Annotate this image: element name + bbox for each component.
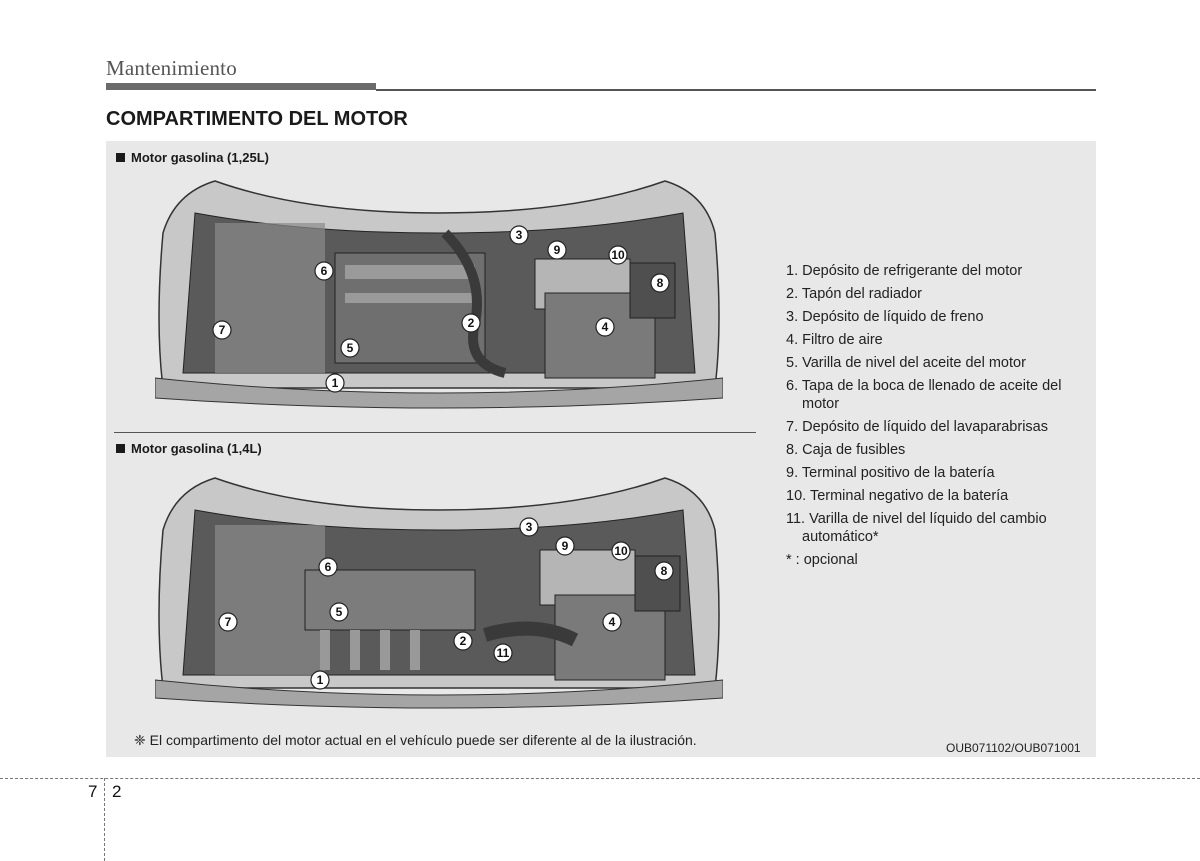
- legend-item: 8. Caja de fusibles: [786, 442, 906, 458]
- callout-marker: [219, 613, 237, 631]
- page-heading: COMPARTIMENTO DEL MOTOR: [106, 108, 408, 130]
- callout-marker: [603, 613, 621, 631]
- callout-marker: [556, 537, 574, 555]
- callout-marker: [494, 644, 512, 662]
- parts-legend: [786, 262, 1086, 574]
- figure-label-text-1: Motor gasolina (1,25L): [131, 150, 269, 165]
- svg-text:2: 2: [459, 634, 467, 648]
- callout-marker: [454, 632, 472, 650]
- callout-marker: [655, 562, 673, 580]
- callout-marker: [330, 603, 348, 621]
- callout-marker: [510, 226, 528, 244]
- legend-item: 1. Depósito de refrigerante del motor: [786, 263, 1023, 279]
- callout-marker: [651, 274, 669, 292]
- svg-text:1: 1: [331, 376, 339, 390]
- square-bullet-icon: [116, 444, 125, 453]
- figure-label-2: [116, 441, 262, 456]
- optional-note: * : opcional: [786, 552, 858, 568]
- svg-text:3: 3: [515, 228, 523, 242]
- callout-marker: [548, 241, 566, 259]
- callout-marker: [341, 339, 359, 357]
- svg-text:6: 6: [320, 264, 328, 278]
- legend-item: 6. Tapa de la boca de llenado de aceite del motor: [786, 378, 1062, 412]
- callout-marker: [213, 321, 231, 339]
- callout-marker: [612, 542, 630, 560]
- engine-illustration-1: [155, 173, 723, 413]
- svg-text:6: 6: [324, 560, 332, 574]
- svg-text:3: 3: [525, 520, 533, 534]
- svg-text:8: 8: [660, 564, 668, 578]
- svg-text:10: 10: [611, 248, 625, 262]
- header-rule-thin: [376, 89, 1096, 91]
- svg-text:2: 2: [467, 316, 475, 330]
- image-code: OUB071102/OUB071001: [946, 741, 1081, 755]
- footer-dashed-separator: [104, 778, 105, 861]
- callout-marker: [319, 558, 337, 576]
- callout-marker: [520, 518, 538, 536]
- illustration-footnote: ❈ El compartimento del motor actual en el vehículo puede ser diferente al de la ilustración.: [134, 732, 697, 748]
- square-bullet-icon: [116, 153, 125, 162]
- svg-text:11: 11: [496, 646, 510, 660]
- header-rule-thick: [106, 83, 376, 90]
- callout-marker: [315, 262, 333, 280]
- callout-marker: [326, 374, 344, 392]
- footer-dashed-rule: [0, 778, 1200, 779]
- svg-text:4: 4: [601, 320, 609, 334]
- engine-illustration-2: [155, 470, 723, 715]
- page-chapter-number: 7: [88, 782, 98, 801]
- svg-text:8: 8: [656, 276, 664, 290]
- svg-text:7: 7: [224, 615, 232, 629]
- figure-label-1: [116, 150, 269, 165]
- callout-marker: [311, 671, 329, 689]
- svg-text:5: 5: [335, 605, 343, 619]
- legend-item: 11. Varilla de nivel del líquido del cambio automático*: [786, 511, 1047, 545]
- svg-text:9: 9: [553, 243, 561, 257]
- svg-text:5: 5: [346, 341, 354, 355]
- legend-item: 2. Tapón del radiador: [786, 286, 922, 302]
- figure-divider: [114, 432, 756, 433]
- legend-item: 9. Terminal positivo de la batería: [786, 465, 995, 481]
- legend-item: 3. Depósito de líquido de freno: [786, 309, 984, 325]
- svg-text:1: 1: [316, 673, 324, 687]
- page-number: 2: [112, 782, 122, 801]
- svg-text:10: 10: [614, 544, 628, 558]
- svg-text:4: 4: [608, 615, 616, 629]
- legend-item: 7. Depósito de líquido del lavaparabrisas: [786, 419, 1048, 435]
- svg-text:7: 7: [218, 323, 226, 337]
- legend-item: 10. Terminal negativo de la batería: [786, 488, 1009, 504]
- svg-text:9: 9: [561, 539, 569, 553]
- callout-marker: [462, 314, 480, 332]
- legend-item: 5. Varilla de nivel del aceite del motor: [786, 355, 1026, 371]
- figure-label-text-2: Motor gasolina (1,4L): [131, 441, 262, 456]
- callout-marker: [596, 318, 614, 336]
- legend-item: 4. Filtro de aire: [786, 332, 883, 348]
- section-title: Mantenimiento: [106, 56, 237, 80]
- callout-marker: [609, 246, 627, 264]
